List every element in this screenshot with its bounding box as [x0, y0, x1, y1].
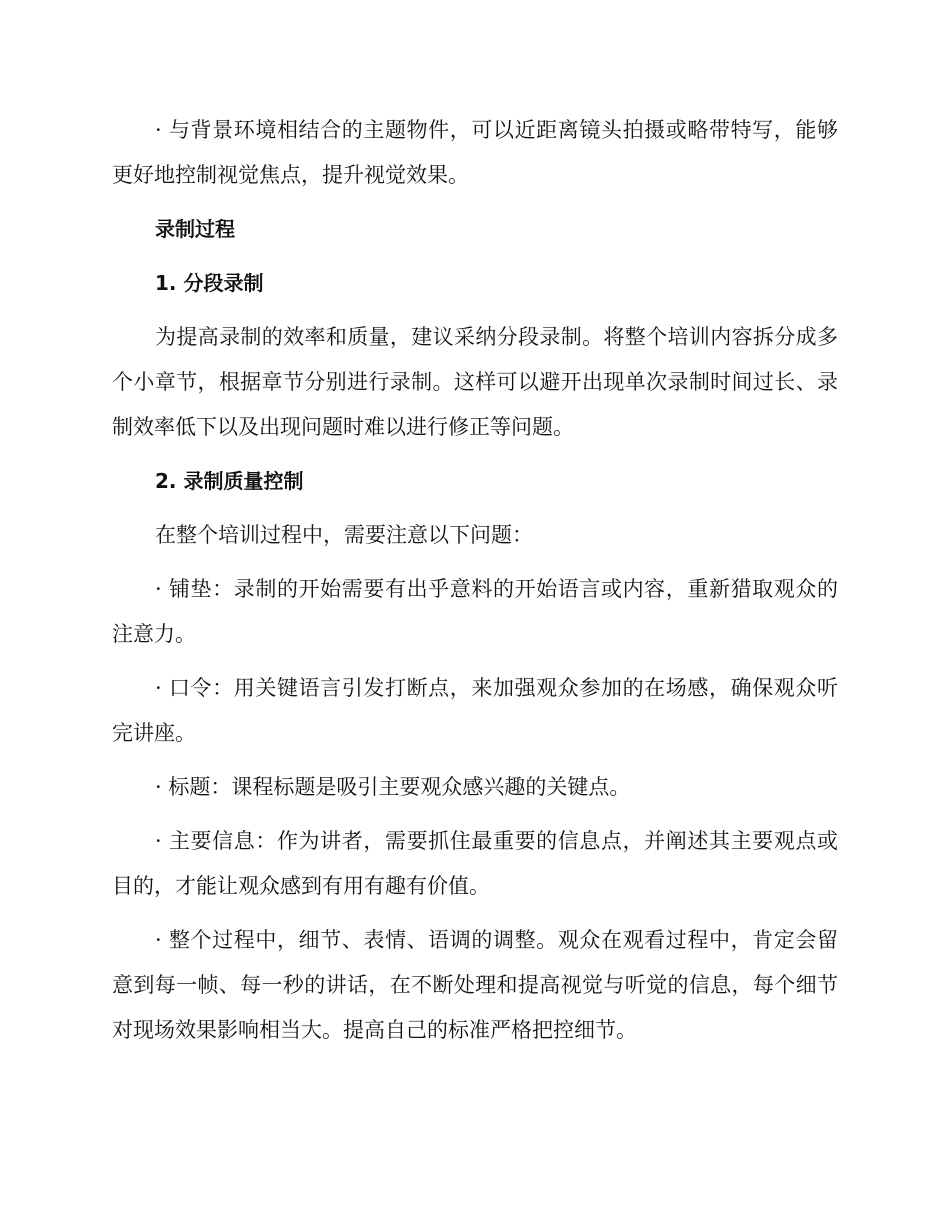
bullet-details: · 整个过程中，细节、表情、语调的调整。观众在观看过程中，肯定会留意到每一帧、每一秒的讲话，在不断处理和提高视觉与听觉的信息，每个细节对现场效果影响相当大。提高自己的标准严格把控细节。: [112, 928, 838, 1042]
subheading-quality-control: 2. 录制质量控制: [155, 469, 304, 493]
section-heading-recording-process: 录制过程: [155, 217, 235, 241]
bullet-setup: · 铺垫：录制的开始需要有出乎意料的开始语言或内容，重新猎取观众的注意力。: [112, 577, 838, 646]
bullet-cue: · 口令：用关键语言引发打断点，来加强观众参加的在场感，确保观众听完讲座。: [112, 676, 838, 745]
paragraph-segmented-recording: 为提高录制的效率和质量，建议采纳分段录制。将整个培训内容拆分成多个小章节，根据章节分别进行录制。这样可以避开出现单次录制时间过长、录制效率低下以及出现问题时难以进行修正等问题。: [112, 325, 838, 439]
paragraph-quality-intro: 在整个培训过程中，需要注意以下问题：: [155, 523, 533, 547]
subheading-segmented-recording: 1. 分段录制: [155, 271, 264, 295]
paragraph-theme-objects: · 与背景环境相结合的主题物件，可以近距离镜头拍摄或略带特写，能够更好地控制视觉焦点，提升视觉效果。: [112, 118, 838, 187]
bullet-title: · 标题：课程标题是吸引主要观众感兴趣的关键点。: [155, 775, 631, 799]
bullet-main-info: · 主要信息：作为讲者，需要抓住最重要的信息点，并阐述其主要观点或目的，才能让观众感到有用有趣有价值。: [112, 829, 838, 898]
document-body: [112, 108, 838, 1062]
